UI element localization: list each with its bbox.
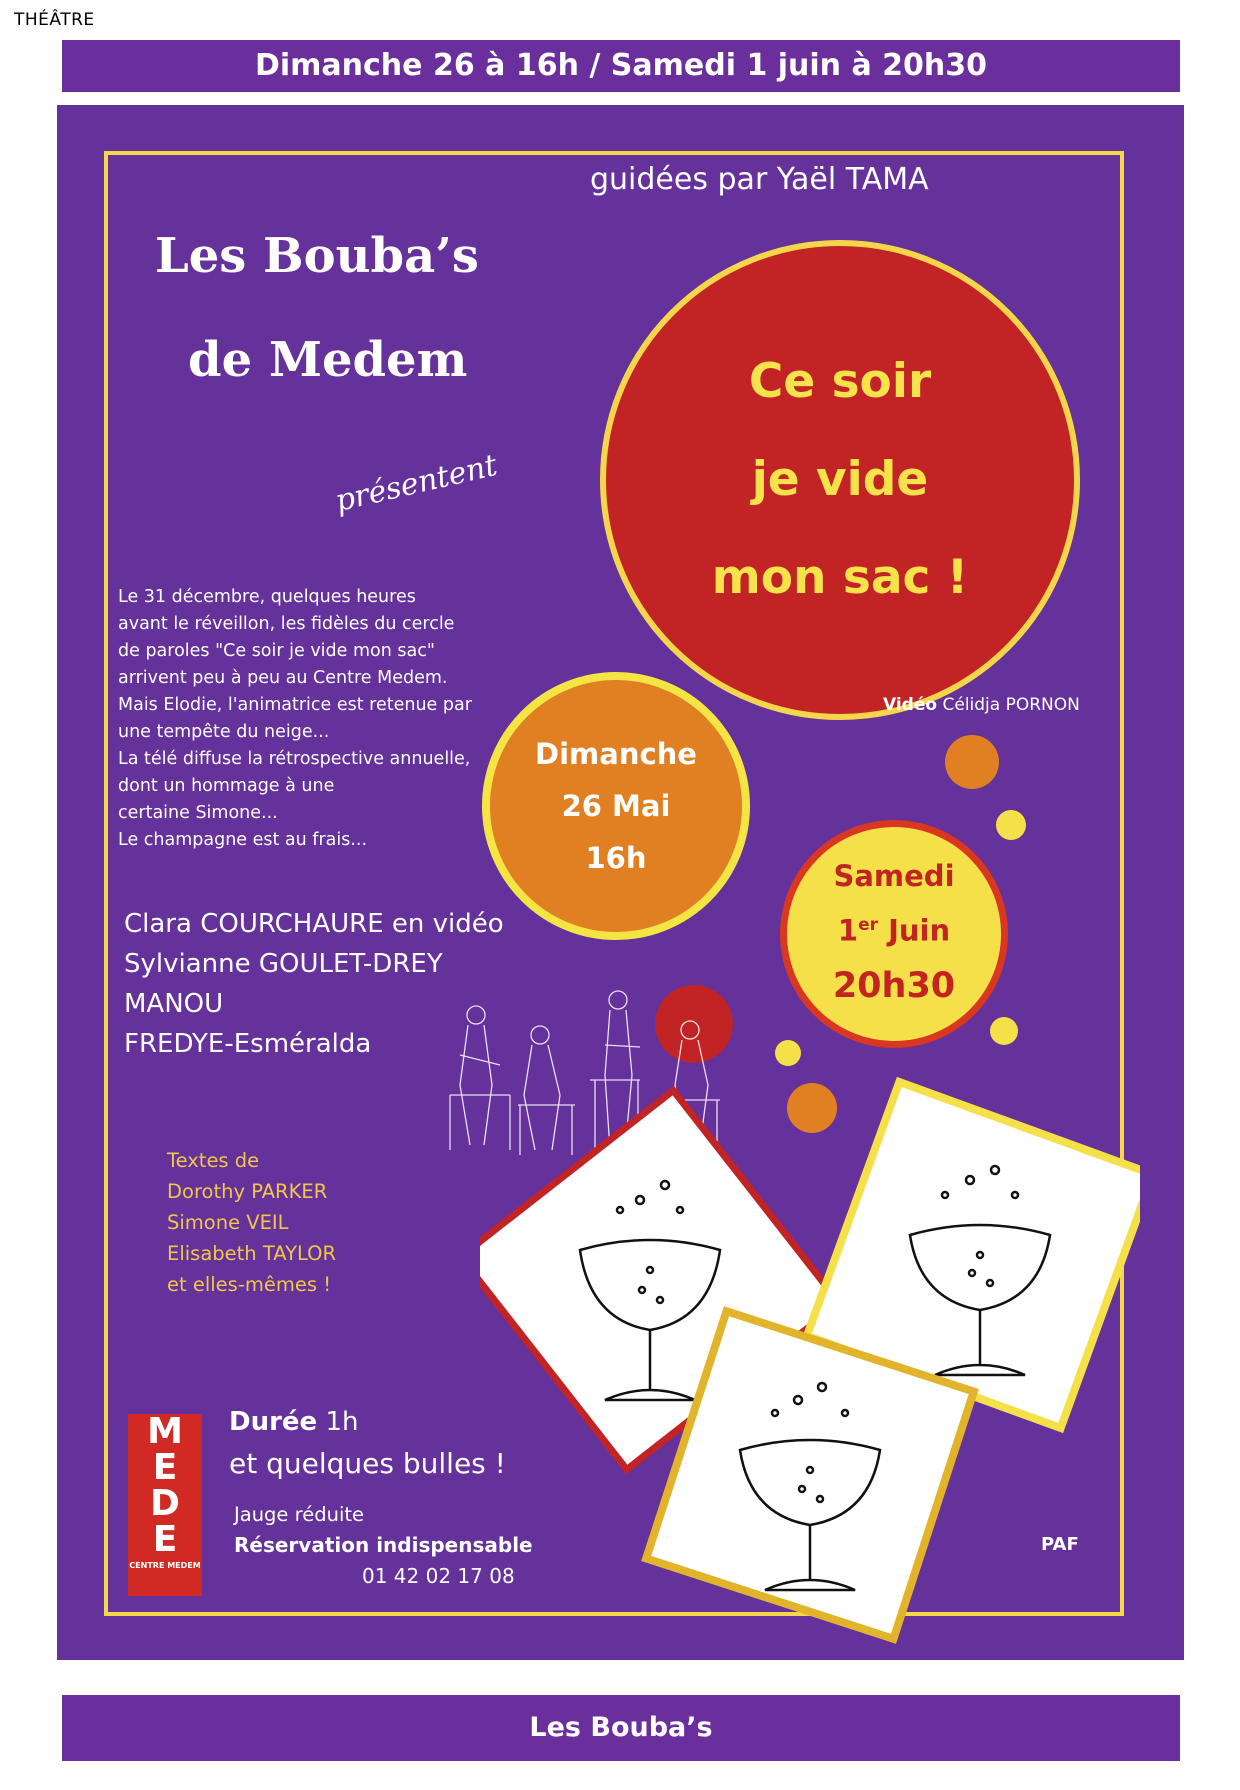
cast-member: Sylvianne GOULET-DREY [124,949,443,979]
logo-letter: E [152,1447,178,1488]
sunday-time: 16h [585,841,647,875]
video-credit [883,695,1080,715]
sunday-date: 26 Mai [561,789,671,823]
dates-banner: Dimanche 26 à 16h / Samedi 1 juin à 20h30 [62,40,1180,92]
show-title-line: je vide [751,452,929,507]
logo-letter: D [150,1483,180,1524]
cast-member: Clara COURCHAURE en vidéo [124,909,504,939]
texts-line: Simone VEIL [167,1211,289,1234]
show-title-line: Ce soir [748,354,932,409]
saturday-date-circle [780,820,1008,1048]
troupe-title-line1: Les Bouba’s [155,228,479,284]
duration-label: Durée [229,1407,318,1437]
duration [229,1407,358,1437]
cast-member: FREDYE-Esméralda [124,1029,372,1059]
capacity-note: Jauge réduite [234,1503,365,1526]
texts-line: Textes de [167,1149,260,1172]
saturday-date-month: Juin [877,913,951,948]
section-label: THÉÂTRE [14,10,95,30]
champagne-cards [480,1050,1140,1690]
saturday-date-num: 1 [837,913,859,948]
saturday-date [838,900,950,956]
show-title-circle [600,240,1080,720]
logo-letter: M [147,1414,183,1452]
bubbles-text: et quelques bulles ! [229,1447,506,1480]
bubble-decoration [996,810,1026,840]
texts-credits [167,1145,336,1300]
logo-caption: CENTRE MEDEM [129,1561,201,1570]
texts-line: Dorothy PARKER [167,1180,328,1203]
synopsis: Le 31 décembre, quelques heures avant le réveillon, les fidèles du cercle de paroles "Ce soir je vide mon sac" arrivent peu à peu au Centre Medem. Mais Elodie, l'animatrice est retenue par une tempête du neige... La télé diffuse la rétrospective annuelle, dont un hommage à une certaine Simone... Le champagne est au frais... [118,587,472,850]
phone-number: 01 42 02 17 08 [362,1564,515,1588]
bubble-decoration [945,735,999,789]
duration-value: 1h [325,1407,359,1437]
troupe-title-line2: de Medem [188,332,468,388]
texts-line: Elisabeth TAYLOR [167,1242,337,1265]
video-label: Vidéo [883,695,938,715]
sunday-date-circle [482,672,750,940]
reservation-note: Réservation indispensable [234,1533,533,1557]
saturday-time: 20h30 [832,965,956,1006]
video-name: Célidja PORNON [942,695,1080,715]
show-title-line: mon sac ! [711,550,969,605]
cast-member: MANOU [124,989,224,1019]
footer-banner: Les Bouba’s [62,1695,1180,1761]
price-label: PAF [1041,1534,1079,1555]
sunday-day: Dimanche [535,737,697,771]
saturday-date-sup: er [858,915,878,936]
saturday-day: Samedi [833,859,955,894]
bubble-decoration [990,1017,1018,1045]
texts-line: et elles-mêmes ! [167,1273,332,1296]
guided-by: guidées par Yaël TAMA [590,162,929,197]
medem-logo [128,1414,202,1596]
logo-letter: E [152,1519,178,1560]
presents-label: présentent [332,447,501,520]
